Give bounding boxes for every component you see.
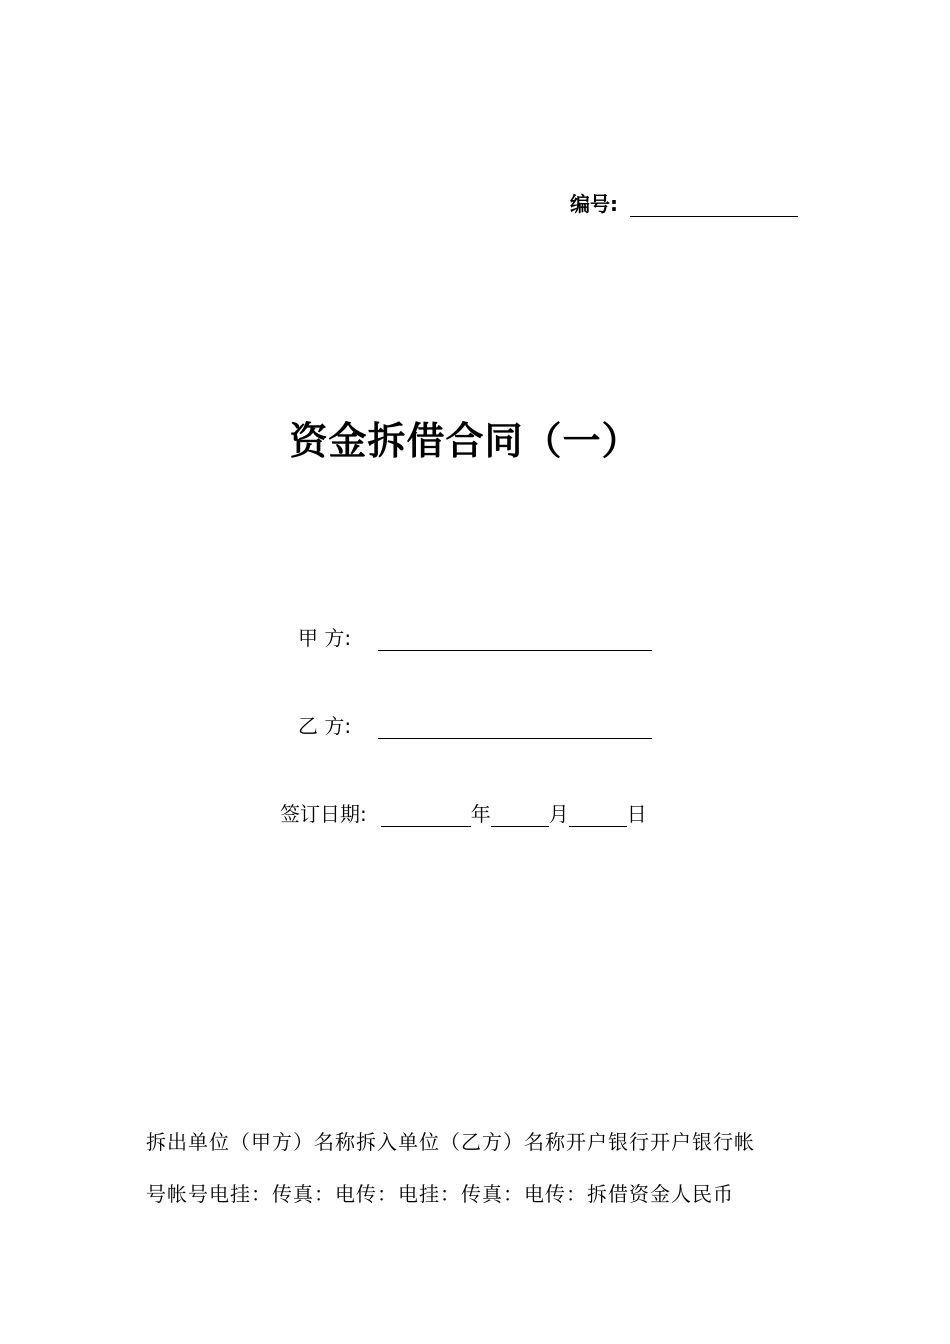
signing-date-label: 签订日期: (280, 802, 367, 826)
contract-number (570, 188, 798, 217)
party-a-blank (378, 630, 652, 651)
day-label: 日 (626, 802, 647, 826)
day-blank (569, 806, 627, 827)
party-a-label: 甲 方: (298, 626, 352, 650)
signing-date-line (280, 798, 647, 827)
party-a-line (298, 622, 652, 651)
month-label: 月 (548, 802, 569, 826)
body-text-line-1: 拆出单位（甲方）名称拆入单位（乙方）名称开户银行开户银行帐 (146, 1130, 755, 1154)
party-b-line (298, 710, 652, 739)
contract-number-label: 编号: (570, 192, 618, 216)
year-label: 年 (470, 802, 491, 826)
party-b-blank (378, 718, 652, 739)
party-b-label: 乙 方: (298, 714, 352, 738)
contract-number-blank (630, 196, 798, 217)
month-blank (491, 806, 549, 827)
year-blank (381, 806, 471, 827)
document-title: 资金拆借合同（一） (289, 419, 641, 463)
body-text-line-2: 号帐号电挂：传真：电传：电挂：传真：电传：拆借资金人民币 (146, 1182, 734, 1206)
